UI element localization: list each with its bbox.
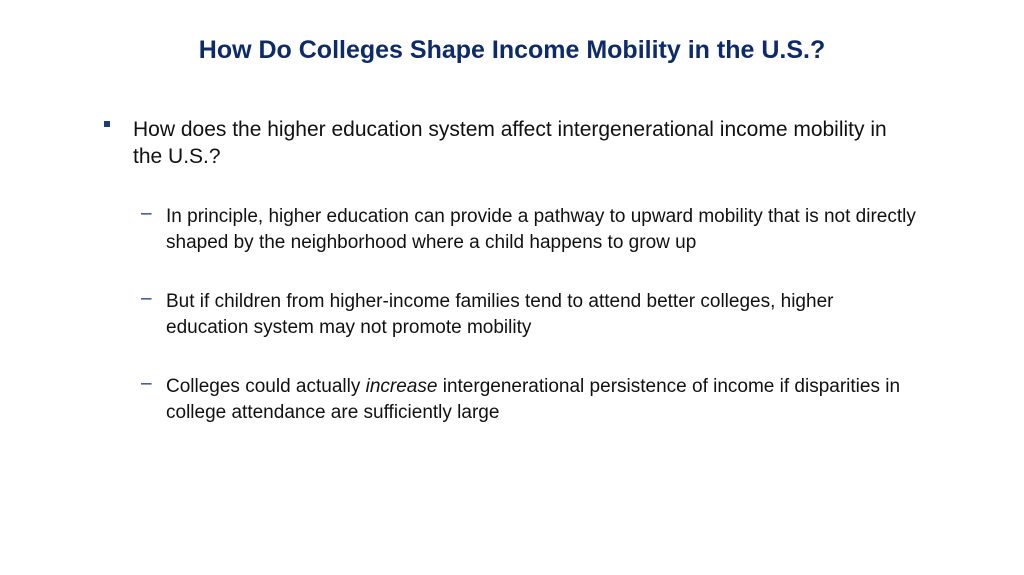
sub-bullet-text: But if children from higher-income families tend to attend better colleges, higher education system may not promote mobility [166, 291, 834, 338]
main-bullet [104, 116, 904, 170]
sub-bullet-3 [141, 374, 921, 426]
dash-bullet-icon: – [141, 373, 152, 394]
dash-bullet-icon: – [141, 288, 152, 309]
sub-bullet-text: In principle, higher education can provide a pathway to upward mobility that is not directly shaped by the neighborhood where a child happens to grow up [166, 206, 916, 253]
sub-bullet-text-end: intergenerational persistence of income if disparities in college attendance are sufficiently large [166, 376, 901, 423]
sub-bullet-text-start: Colleges could actually [166, 376, 366, 397]
sub-bullet-1 [141, 204, 921, 256]
square-bullet-icon [104, 121, 110, 127]
main-bullet-text: How does the higher education system affect intergenerational income mobility in the U.S.? [133, 118, 887, 168]
sub-bullet-2 [141, 289, 921, 341]
slide-title: How Do Colleges Shape Income Mobility in the U.S.? [198, 36, 826, 64]
sub-bullet-text [166, 374, 921, 426]
emphasis-text: increase [365, 376, 438, 397]
dash-bullet-icon: – [141, 203, 152, 224]
